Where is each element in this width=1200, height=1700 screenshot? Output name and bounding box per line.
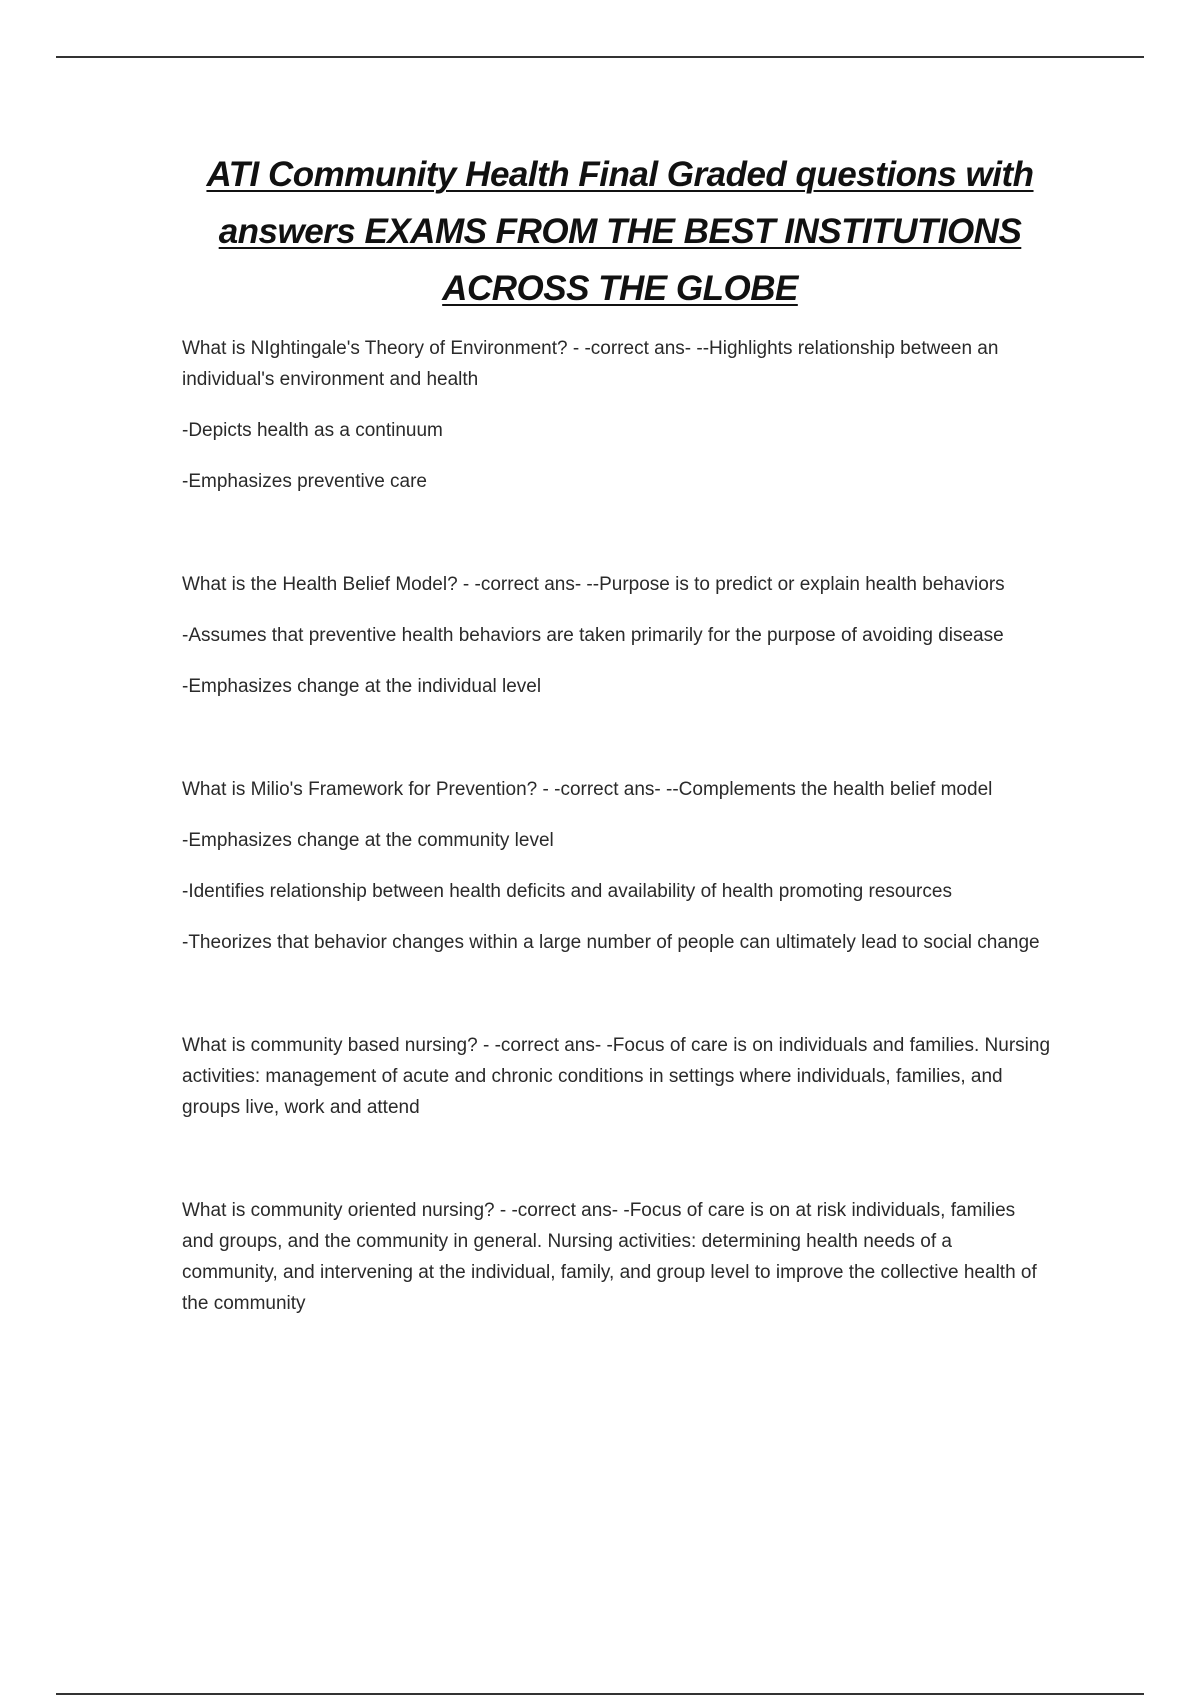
qa-community-based-nursing — [182, 1030, 1052, 1123]
question-answer-text: What is the Health Belief Model? - -correct ans- --Purpose is to predict or explain health behaviors — [182, 574, 1005, 595]
question-answer-text: What is community based nursing? - -correct ans- -Focus of care is on individuals and families. Nursing activities: management of acute and chronic conditions in settings where individuals, families, and groups live, work and attend — [182, 1035, 1051, 1118]
question-answer-text: What is Milio's Framework for Prevention? - -correct ans- --Complements the health belief model — [182, 779, 993, 800]
qa-community-oriented-nursing — [182, 1195, 1052, 1319]
answer-point: -Assumes that preventive health behaviors are taken primarily for the purpose of avoiding disease — [182, 625, 1004, 646]
answer-point: -Emphasizes change at the community level — [182, 830, 554, 851]
bottom-rule — [56, 1693, 1144, 1695]
qa-milio-framework — [182, 774, 1052, 958]
qa-health-belief-model — [182, 569, 1052, 702]
answer-point: -Theorizes that behavior changes within a large number of people can ultimately lead to social change — [182, 932, 1040, 953]
document-body — [182, 333, 1052, 1319]
answer-point: -Depicts health as a continuum — [182, 420, 443, 441]
question-answer-text: What is community oriented nursing? - -correct ans- -Focus of care is on at risk individuals, families and groups, and the community in general. Nursing activities: determining health needs of a community, and intervening at the individual, family, and group level to improve the collective health of the community — [182, 1200, 1037, 1314]
top-rule — [56, 56, 1144, 58]
question-answer-text: What is NIghtingale's Theory of Environment? - -correct ans- --Highlights relationship between an individual's environment and health — [182, 338, 999, 390]
answer-point: -Emphasizes preventive care — [182, 471, 427, 492]
qa-nightingale-theory — [182, 333, 1052, 497]
answer-point: -Identifies relationship between health deficits and availability of health promoting resources — [182, 881, 952, 902]
document-title: ATI Community Health Final Graded questions with answers EXAMS FROM THE BEST INSTITUTIONS ACROSS THE GLOBE — [206, 155, 1034, 308]
answer-point: -Emphasizes change at the individual level — [182, 676, 542, 697]
